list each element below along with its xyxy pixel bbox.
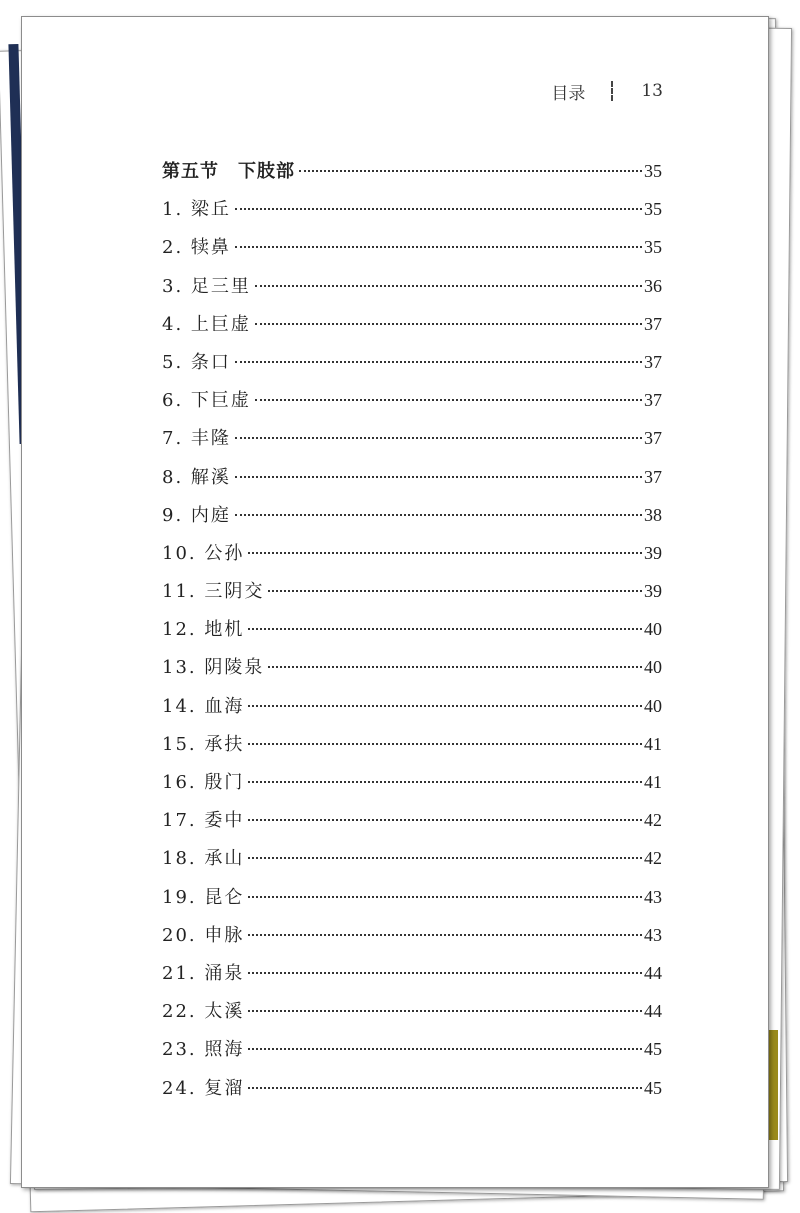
toc-entry-title: 3. 足三里: [162, 275, 251, 297]
toc-leader-dots: [255, 399, 642, 401]
toc-entry-page: 41: [644, 772, 662, 792]
cover-edge-gold: [768, 1030, 778, 1140]
toc-entry-title: 18. 承山: [162, 848, 245, 870]
toc-entry[interactable]: [162, 1074, 662, 1112]
toc-entry-title: 10. 公孙: [162, 542, 245, 564]
toc-leader-dots: [248, 743, 642, 745]
toc-leader-dots: [235, 437, 642, 439]
toc-entry-page: 37: [644, 390, 662, 411]
toc-entry-page: 44: [644, 962, 662, 983]
toc-entry-title: 2. 犊鼻: [162, 237, 231, 259]
toc-entry-title: 7. 丰隆: [162, 428, 231, 450]
toc-leader-dots: [248, 705, 642, 707]
toc-entry-title: 13. 阴陵泉: [162, 657, 265, 679]
toc-entry-page: 44: [644, 1001, 662, 1022]
toc-leader-dots: [248, 857, 642, 859]
toc-entry[interactable]: [162, 997, 662, 1035]
toc-entry-title: 22. 太溪: [162, 1001, 245, 1023]
toc-entry[interactable]: [162, 730, 662, 768]
toc-entry-title: 19. 昆仑: [162, 886, 245, 908]
toc-entry-page: 43: [644, 886, 662, 907]
toc-entry-title: 23. 照海: [162, 1039, 245, 1061]
toc-entry-title: 5. 条口: [162, 351, 231, 373]
toc-entry-page: 37: [644, 466, 662, 487]
toc-entry-title: 12. 地机: [162, 619, 245, 641]
toc-entry[interactable]: [162, 806, 662, 844]
toc-entry-title: 第五节 下肢部: [162, 161, 295, 182]
toc-entry-title: 9. 内庭: [162, 504, 231, 526]
toc-entry-page: 35: [644, 199, 662, 220]
toc-leader-dots: [255, 323, 642, 325]
toc-leader-dots: [255, 285, 642, 287]
toc-leader-dots: [248, 1087, 642, 1089]
toc-entry[interactable]: [162, 844, 662, 882]
toc-entry-page: 38: [644, 504, 662, 525]
header-page-number: 13: [641, 81, 663, 101]
toc-entry-page: 37: [644, 313, 662, 334]
toc-leader-dots: [268, 590, 642, 592]
document-page: [21, 16, 769, 1188]
toc-leader-dots: [268, 666, 642, 668]
toc-entry[interactable]: [162, 424, 662, 462]
toc-entry-page: 43: [644, 924, 662, 945]
toc-entry[interactable]: [162, 692, 662, 730]
toc-leader-dots: [248, 1010, 642, 1012]
toc-leader-dots: [248, 972, 642, 974]
toc-entry[interactable]: [162, 921, 662, 959]
toc-entry[interactable]: [162, 348, 662, 386]
toc-entry[interactable]: [162, 195, 662, 233]
toc-entry[interactable]: [162, 959, 662, 997]
toc-leader-dots: [248, 552, 642, 554]
toc-leader-dots: [235, 476, 642, 478]
toc-entry-title: 4. 上巨虚: [162, 313, 251, 335]
toc-entry[interactable]: [162, 768, 662, 806]
toc-entry-title: 21. 涌泉: [162, 962, 245, 984]
toc-leader-dots: [248, 896, 642, 898]
toc-entry-page: 40: [644, 695, 662, 716]
toc-entry-page: 35: [644, 237, 662, 258]
toc-leader-dots: [235, 514, 642, 516]
toc-entry-page: 41: [644, 733, 662, 754]
toc-entry[interactable]: [162, 615, 662, 653]
toc-entry-title: 11. 三阴交: [162, 581, 265, 603]
toc-entry[interactable]: [162, 233, 662, 271]
toc-leader-dots: [235, 208, 642, 210]
toc-entry-page: 36: [644, 275, 662, 296]
toc-leader-dots: [248, 934, 642, 936]
table-of-contents: [162, 157, 662, 1112]
toc-entry-title: 16. 殷门: [162, 772, 245, 793]
toc-entry-page: 39: [644, 581, 662, 602]
toc-entry-title: 1. 梁丘: [162, 199, 231, 221]
toc-entry-page: 42: [644, 810, 662, 831]
toc-entry-page: 37: [644, 428, 662, 449]
toc-leader-dots: [235, 246, 642, 248]
running-header: [551, 79, 663, 103]
toc-entry[interactable]: [162, 1035, 662, 1073]
toc-entry-page: 40: [644, 619, 662, 640]
toc-entry-page: 35: [644, 161, 662, 181]
toc-entry-title: 20. 申脉: [162, 924, 245, 946]
toc-leader-dots: [235, 361, 642, 363]
toc-section-heading[interactable]: [162, 157, 662, 195]
toc-entry-title: 15. 承扶: [162, 733, 245, 755]
header-separator: [611, 81, 613, 101]
toc-entry-page: 45: [644, 1039, 662, 1060]
toc-entry-page: 39: [644, 542, 662, 563]
toc-leader-dots: [248, 628, 642, 630]
toc-entry[interactable]: [162, 386, 662, 424]
toc-entry-title: 14. 血海: [162, 695, 245, 717]
toc-entry[interactable]: [162, 272, 662, 310]
toc-entry-page: 37: [644, 351, 662, 372]
header-label: 目录: [551, 83, 586, 104]
toc-entry[interactable]: [162, 577, 662, 615]
toc-entry-page: 45: [644, 1077, 662, 1098]
toc-entry-title: 8. 解溪: [162, 466, 231, 488]
toc-entry-page: 40: [644, 657, 662, 678]
toc-leader-dots: [248, 781, 642, 783]
toc-entry-title: 6. 下巨虚: [162, 390, 251, 412]
toc-entry[interactable]: [162, 463, 662, 501]
toc-leader-dots: [299, 170, 642, 172]
toc-entry[interactable]: [162, 501, 662, 539]
toc-entry[interactable]: [162, 653, 662, 691]
toc-entry[interactable]: [162, 883, 662, 921]
toc-entry[interactable]: [162, 539, 662, 577]
toc-entry-page: 42: [644, 848, 662, 869]
toc-entry-title: 24. 复溜: [162, 1077, 245, 1099]
toc-entry-title: 17. 委中: [162, 810, 245, 832]
toc-entry[interactable]: [162, 310, 662, 348]
toc-leader-dots: [248, 1048, 642, 1050]
toc-leader-dots: [248, 819, 642, 821]
